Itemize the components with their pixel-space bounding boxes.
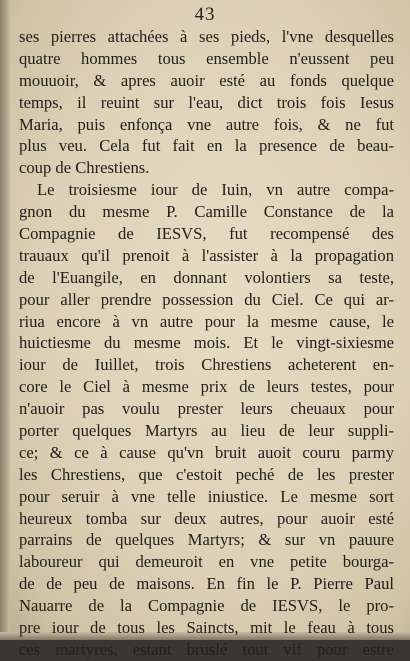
text-line: coup de Chrestiens. <box>19 158 150 178</box>
text-line: n'auoir pas voulu prester leurs cheuaux pour <box>19 399 394 419</box>
page-number: 43 <box>194 4 216 25</box>
text-line: laboureur qui demeuroit en vne petite bourga- <box>19 552 394 572</box>
text-line: parrains de quelques Martyrs; & sur vn pauure <box>19 530 394 550</box>
text-line: ces martyres, estant bruslé tout vif pour estre <box>19 639 394 659</box>
text-line: pour aller prendre possession du Ciel. Ce qui ar- <box>19 289 394 309</box>
text-line: plus veu. Cela fut fait en la presence de beau- <box>19 136 394 156</box>
text-line: pre iour de tous les Saincts, mit le feau à tous <box>19 618 394 638</box>
text-line: core le Ciel à mesme prix de leurs testes, pour <box>19 377 394 397</box>
text-line: huictiesme du mesme mois. Et le vingt-sixiesme <box>19 333 394 353</box>
text-line: Nauarre de la Compagnie de IESVS, le pro- <box>19 596 394 616</box>
text-line: les Chrestiens, que c'estoit peché de les prester <box>19 464 394 484</box>
body-text <box>19 26 394 661</box>
page-edge-left <box>0 0 10 640</box>
text-line: trauaux qu'il prenoit à l'assister à la propagation <box>19 245 394 265</box>
text-line: temps, il reuint sur l'eau, dict trois fois Iesus <box>19 92 394 112</box>
text-line: ses pierres attachées à ses pieds, l'vne desquelles <box>19 27 394 46</box>
text-line: Compagnie de IESVS, fut recompensé des <box>19 224 394 244</box>
text-line: iour de Iuillet, trois Chrestiens acheterent en- <box>19 355 394 375</box>
text-line: Le troisiesme iour de Iuin, vn autre compa- <box>37 180 394 200</box>
text-line: quatre hommes tous ensemble n'eussent peu <box>19 48 394 68</box>
text-line: gnon du mesme P. Camille Constance de la <box>19 202 394 222</box>
text-line: Maria, puis enfonça vne autre fois, & ne fut <box>19 114 394 134</box>
text-line: riua encore à vn autre pour la mesme cause, le <box>19 311 394 331</box>
text-line: mouuoir, & apres auoir esté au fonds quelque <box>19 70 394 90</box>
text-line: de de peu de maisons. En fin le P. Pierre Paul <box>19 574 394 594</box>
text-line: porter quelques Martyrs au lieu de leur suppli- <box>19 421 394 441</box>
text-line: heureux tomba sur deux autres, pour auoir esté <box>19 508 394 528</box>
text-line: de l'Euangile, en donnant volontiers sa teste, <box>19 267 394 287</box>
text-line: ce; & ce à cause qu'vn bruit auoit couru parmy <box>19 442 394 462</box>
text-line: pour seruir à vne telle iniustice. Le mesme sort <box>19 486 394 506</box>
